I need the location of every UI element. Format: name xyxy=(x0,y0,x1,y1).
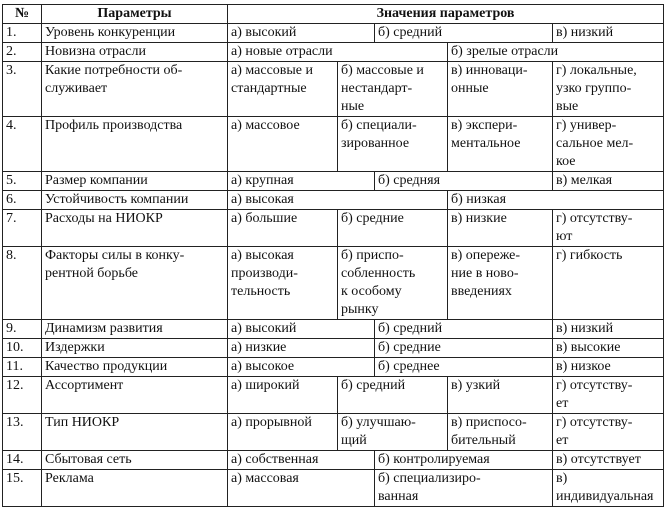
parameter-name: Сбытовая сеть xyxy=(42,451,228,470)
parameter-value: а) крупная xyxy=(228,172,375,191)
parameter-name: Устойчивость компании xyxy=(42,191,228,210)
parameter-value: а) высокий xyxy=(228,320,375,339)
table-row xyxy=(3,191,664,210)
parameter-name: Качество продукции xyxy=(42,358,228,377)
table-row xyxy=(3,117,664,172)
parameter-value: б) специализиро- ванная xyxy=(375,470,553,507)
parameter-value: г) отсутству- ет xyxy=(553,414,664,451)
parameter-value: б) специали- зированное xyxy=(338,117,448,172)
parameter-name: Издержки xyxy=(42,339,228,358)
parameter-value: а) высокое xyxy=(228,358,375,377)
parameter-value: б) приспо- собленность к особому рынку xyxy=(338,247,448,320)
header-values: Значения параметров xyxy=(228,5,664,24)
table-row xyxy=(3,377,664,414)
parameter-value: а) массовое xyxy=(228,117,338,172)
parameter-value: а) прорывной xyxy=(228,414,338,451)
row-number: 3. xyxy=(3,62,42,117)
parameter-value: а) низкие xyxy=(228,339,375,358)
parameters-table xyxy=(2,4,664,507)
table-row xyxy=(3,24,664,43)
parameter-value: г) отсутству- ет xyxy=(553,377,664,414)
parameter-value: а) массовые и стандартные xyxy=(228,62,338,117)
parameter-name: Уровень конкуренции xyxy=(42,24,228,43)
parameter-value: а) новые отрасли xyxy=(228,43,448,62)
row-number: 4. xyxy=(3,117,42,172)
parameter-name: Профиль производства xyxy=(42,117,228,172)
parameter-value: б) средний xyxy=(375,24,553,43)
parameter-value: в) низкий xyxy=(553,320,664,339)
header-num: № xyxy=(3,5,42,24)
parameter-value: в) низкий xyxy=(553,24,664,43)
table-row xyxy=(3,470,664,507)
parameter-value: в) отсутствует xyxy=(553,451,664,470)
row-number: 10. xyxy=(3,339,42,358)
parameter-value: г) отсутству- ют xyxy=(553,210,664,247)
parameter-name: Новизна отрасли xyxy=(42,43,228,62)
header-params: Параметры xyxy=(42,5,228,24)
parameter-value: б) низкая xyxy=(448,191,664,210)
parameter-name: Размер компании xyxy=(42,172,228,191)
table-row xyxy=(3,414,664,451)
parameter-value: в) низкие xyxy=(448,210,553,247)
parameter-value: а) высокая производи- тельность xyxy=(228,247,338,320)
table-row xyxy=(3,320,664,339)
parameter-value: б) средние xyxy=(375,339,553,358)
row-number: 1. xyxy=(3,24,42,43)
table-row xyxy=(3,210,664,247)
parameter-value: в) инноваци- онные xyxy=(448,62,553,117)
parameter-value: а) собственная xyxy=(228,451,375,470)
parameter-value: в) высокие xyxy=(553,339,664,358)
row-number: 14. xyxy=(3,451,42,470)
parameter-value: а) широкий xyxy=(228,377,338,414)
row-number: 13. xyxy=(3,414,42,451)
parameter-value: б) средний xyxy=(375,320,553,339)
parameter-name: Динамизм развития xyxy=(42,320,228,339)
parameter-value: б) улучшаю- щий xyxy=(338,414,448,451)
row-number: 8. xyxy=(3,247,42,320)
parameter-value: б) средняя xyxy=(375,172,553,191)
parameter-value: б) массовые и нестандарт- ные xyxy=(338,62,448,117)
parameter-value: г) гибкость xyxy=(553,247,664,320)
row-number: 5. xyxy=(3,172,42,191)
parameter-value: в) индивидуальная xyxy=(553,470,664,507)
parameter-value: в) экспери- ментальное xyxy=(448,117,553,172)
parameter-value: а) большие xyxy=(228,210,338,247)
row-number: 2. xyxy=(3,43,42,62)
parameter-value: б) контролируемая xyxy=(375,451,553,470)
table-row xyxy=(3,172,664,191)
parameter-name: Тип НИОКР xyxy=(42,414,228,451)
parameter-value: б) среднее xyxy=(375,358,553,377)
parameter-value: а) высокая xyxy=(228,191,448,210)
table-row xyxy=(3,62,664,117)
parameter-name: Расходы на НИОКР xyxy=(42,210,228,247)
parameter-value: б) зрелые отрасли xyxy=(448,43,664,62)
parameter-value: а) высокий xyxy=(228,24,375,43)
row-number: 11. xyxy=(3,358,42,377)
parameter-value: б) средние xyxy=(338,210,448,247)
row-number: 6. xyxy=(3,191,42,210)
parameter-value: в) низкое xyxy=(553,358,664,377)
parameter-value: г) локальные, узко группо- вые xyxy=(553,62,664,117)
row-number: 7. xyxy=(3,210,42,247)
row-number: 9. xyxy=(3,320,42,339)
parameter-value: а) массовая xyxy=(228,470,375,507)
parameter-value: в) мелкая xyxy=(553,172,664,191)
table-row xyxy=(3,451,664,470)
parameter-name: Факторы силы в конку- рентной борьбе xyxy=(42,247,228,320)
row-number: 15. xyxy=(3,470,42,507)
parameter-name: Какие потребности об- служивает xyxy=(42,62,228,117)
parameter-name: Ассортимент xyxy=(42,377,228,414)
table-header-row xyxy=(3,5,664,24)
parameter-value: в) опереже- ние в ново- введениях xyxy=(448,247,553,320)
parameter-value: в) приспосо- бительный xyxy=(448,414,553,451)
table-row xyxy=(3,358,664,377)
table-row xyxy=(3,43,664,62)
row-number: 12. xyxy=(3,377,42,414)
parameter-value: г) универ- сальное мел- кое xyxy=(553,117,664,172)
table-row xyxy=(3,247,664,320)
parameter-name: Реклама xyxy=(42,470,228,507)
parameter-value: в) узкий xyxy=(448,377,553,414)
parameter-value: б) средний xyxy=(338,377,448,414)
table-row xyxy=(3,339,664,358)
